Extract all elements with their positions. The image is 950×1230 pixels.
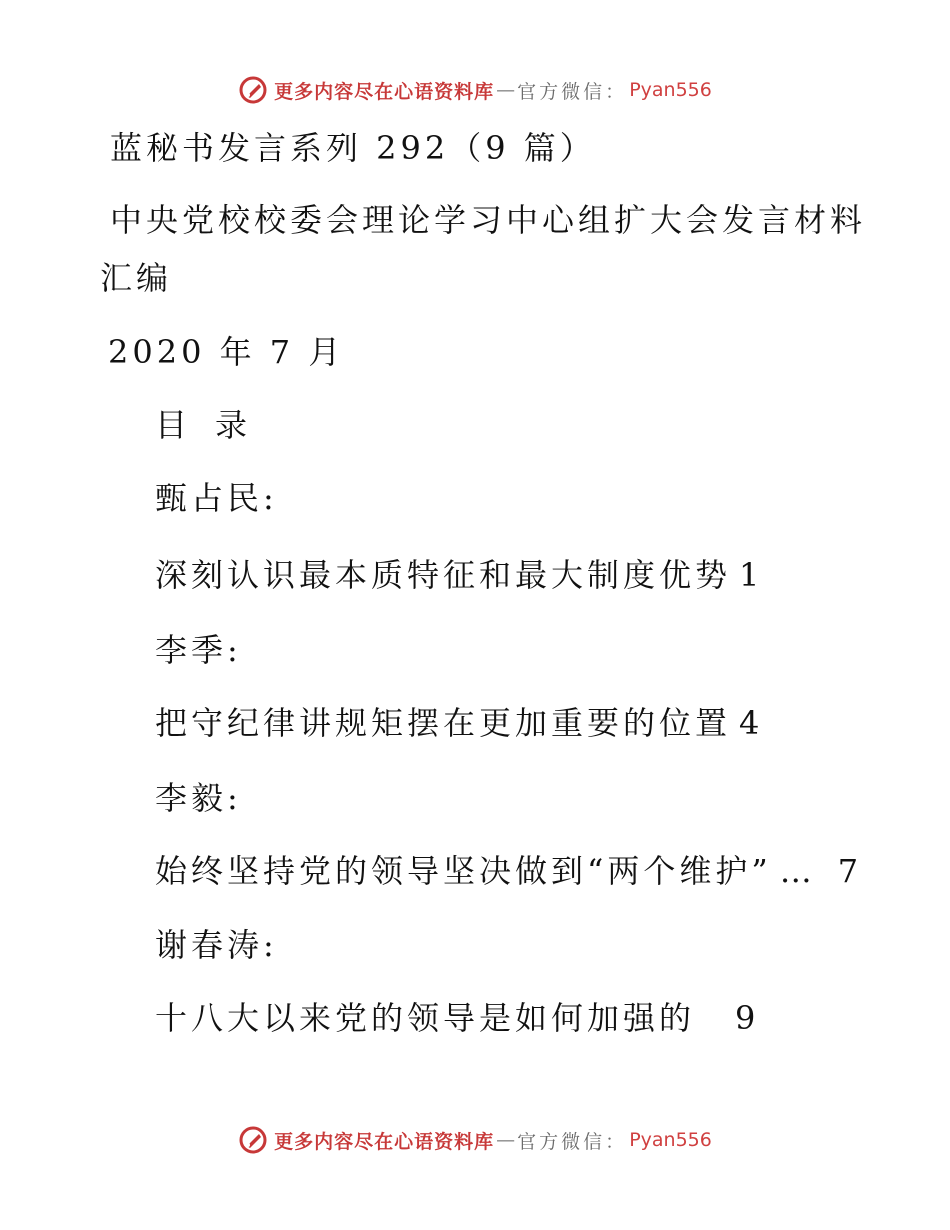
- header-watermark: [0, 72, 950, 108]
- toc-entry-page: 1: [739, 556, 764, 594]
- toc-heading: [155, 405, 253, 445]
- toc-entry-leader-dots: …: [779, 852, 814, 890]
- toc-entry-title: 始终坚持党的领导坚决做到“两个维护”: [155, 852, 772, 890]
- quill-logo-icon: [238, 75, 268, 105]
- document-date: 2020 年 7 月: [108, 333, 345, 371]
- toc-entry-page: 9: [735, 999, 760, 1037]
- toc-entry-title: 把守纪律讲规矩摆在更加重要的位置: [155, 704, 732, 742]
- toc-author: 甄占民:: [155, 479, 278, 517]
- toc-entry[interactable]: [155, 851, 862, 891]
- watermark-sub-text: 官方微信：: [517, 80, 628, 103]
- watermark-sub-text: 官方微信：: [517, 1130, 628, 1153]
- toc-author: 李季:: [155, 631, 242, 669]
- toc-entry-page: 7: [837, 852, 863, 890]
- watermark-wechat-id: Pyan556: [629, 1129, 712, 1151]
- quill-logo-icon: [238, 1125, 268, 1155]
- toc-author: 谢春涛:: [155, 926, 278, 964]
- toc-heading-right: 录: [215, 406, 254, 444]
- toc-heading-left: 目: [155, 406, 194, 444]
- toc-entry[interactable]: [155, 998, 759, 1038]
- watermark-separator: —: [496, 79, 516, 101]
- toc-entry-title: 深刻认识最本质特征和最大制度优势: [155, 556, 732, 594]
- footer-watermark: [0, 1122, 950, 1158]
- toc-entry-page: 4: [739, 704, 764, 742]
- watermark-separator: —: [496, 1129, 516, 1151]
- watermark-wechat-id: Pyan556: [629, 79, 712, 101]
- document-title: 蓝秘书发言系列 292（9 篇）: [110, 129, 596, 167]
- toc-entry[interactable]: [155, 555, 763, 595]
- toc-author: 李毅:: [155, 779, 242, 817]
- watermark-main-text: 更多内容尽在心语资料库: [274, 80, 495, 103]
- document-subtitle-line-1: 中央党校校委会理论学习中心组扩大会发言材料: [110, 201, 867, 239]
- toc-entry-title: 十八大以来党的领导是如何加强的: [155, 999, 696, 1037]
- toc-entry[interactable]: [155, 703, 763, 743]
- watermark-main-text: 更多内容尽在心语资料库: [274, 1130, 495, 1153]
- document-subtitle-line-2: 汇编: [100, 259, 173, 297]
